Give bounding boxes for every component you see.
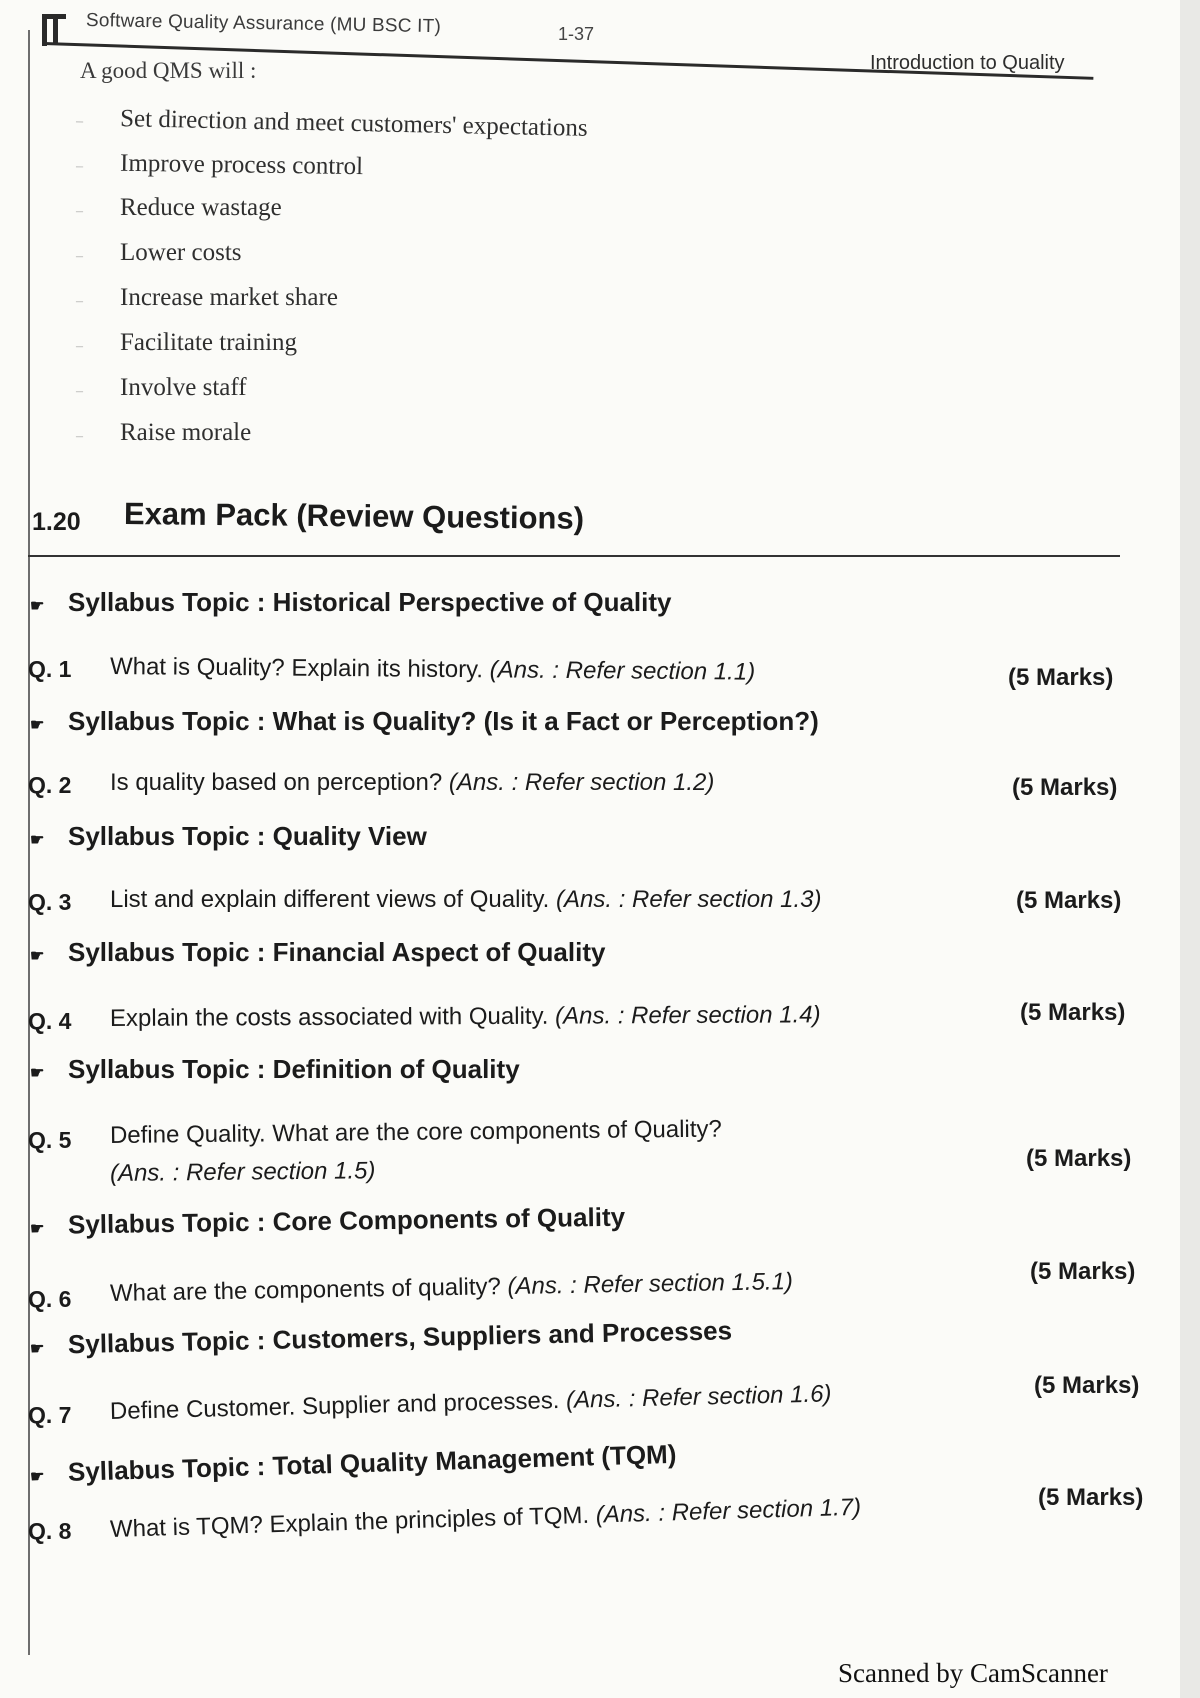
question-marks: (5 Marks)	[1012, 774, 1118, 801]
pointing-hand-icon: ☛	[30, 832, 45, 849]
dash-bullet-icon: –	[76, 204, 83, 219]
question-answer-ref: (Ans. : Refer section 1.5)	[109, 1157, 376, 1187]
section-number: 1.20	[32, 508, 81, 536]
chapter-title: Introduction to Quality	[870, 52, 1065, 74]
question-number: Q. 3	[28, 889, 72, 915]
list-item: – Improve process control	[75, 149, 364, 181]
question-text: What is TQM? Explain the principles of TQM. (Ans. : Refer section 1.7)	[109, 1493, 862, 1543]
dash-bullet-icon: –	[75, 114, 84, 130]
dash-bullet-icon: –	[75, 159, 84, 175]
page-edge-shadow	[1180, 0, 1200, 1698]
pointing-hand-icon: ☛	[30, 717, 45, 734]
question-text: Explain the costs associated with Quality. (Ans. : Refer section 1.4)	[109, 1001, 821, 1032]
question-number: Q. 4	[28, 1008, 72, 1034]
pointing-hand-icon: ☛	[29, 1340, 45, 1358]
question-number: Q. 8	[28, 1518, 72, 1544]
dash-bullet-icon: –	[76, 294, 83, 309]
pointing-hand-icon: ☛	[29, 1468, 45, 1486]
pointing-hand-icon: ☛	[30, 948, 45, 965]
syllabus-topic: ☛ Syllabus Topic : Customers, Suppliers and Processes	[29, 1315, 733, 1360]
question-marks: (5 Marks)	[1020, 999, 1126, 1026]
question-text: Is quality based on perception? (Ans. : Refer section 1.2)	[110, 769, 715, 796]
syllabus-topic: ☛ Syllabus Topic : Financial Aspect of Quality	[30, 937, 606, 967]
pointing-hand-icon: ☛	[30, 598, 45, 615]
question-number: Q. 1	[28, 656, 72, 682]
syllabus-topic: ☛ Syllabus Topic : Total Quality Management (TQM)	[29, 1438, 677, 1487]
scanned-page: Software Quality Assurance (MU BSC IT) 1-37 Introduction to Quality A good QMS will : – Set direction and meet customers' expectations – Improve process control – Reduce wastage – Lower costs – Increase market share – Facilitate training – Involve staff – Raise morale 1.20 Exam Pack (Review Questions) ☛ Syllabus Topic : Historical Perspective of Quality Q. 1 What is Quality? Explain its history. (Ans. : Refer section 1.1) (5 Marks) ☛ Syllabus Topic : What is Quality? (Is it a Fact or Perception?) Q. 2 Is quality based on perception? (Ans. : Refer section 1.2) (5 Marks) ☛ Syllabus Topic : Quality View Q. 3 List and explain different views of Quality. (Ans. : Refer section 1.3) (5 Marks) ☛ Syllabus Topic : Financial Aspect of Quality Q. 4 Explain the costs associated with Quality. (Ans. : Refer section 1.4) (5 Marks) ☛ Syllabus Topic : Definition of Quality Q. 5 Define Quality. What are the core components of Quality? (Ans. : Refer section 1.5) (5 Marks) ☛ Syllabus Topic : Core Components of Quality Q. 6 What are the components of quality? (Ans. : Refer section 1.5.1) (5 Marks) ☛ Syllabus Topic : Customers, Suppliers and Processes Q. 7 Define Customer. Supplier and processes. (Ans. : Refer section 1.6) (5 Marks) ☛ Syllabus Topic : Total Quality Management (TQM) Q. 8 What is TQM? Explain the principles of TQM. (Ans. : Refer section 1.7) (5 Marks) Scanned by CamScanner	[0, 0, 1200, 1698]
question-marks: (5 Marks)	[1008, 664, 1114, 691]
question-marks: (5 Marks)	[1038, 1484, 1144, 1511]
syllabus-topic: ☛ Syllabus Topic : Historical Perspective of Quality	[30, 587, 672, 617]
question-text: Define Customer. Supplier and processes. (Ans. : Refer section 1.6)	[109, 1380, 832, 1425]
syllabus-topic: ☛ Syllabus Topic : Quality View	[30, 821, 427, 851]
question-number: Q. 7	[28, 1402, 72, 1428]
pointing-hand-icon: ☛	[29, 1220, 45, 1238]
syllabus-topic: ☛ Syllabus Topic : Core Components of Quality	[29, 1201, 626, 1240]
question-marks: (5 Marks)	[1034, 1372, 1140, 1399]
pointing-hand-icon: ☛	[30, 1065, 45, 1082]
question-number: Q. 6	[28, 1286, 72, 1312]
question-text: What is Quality? Explain its history. (Ans. : Refer section 1.1)	[109, 653, 756, 686]
section-rule	[28, 555, 1120, 557]
question-text: Define Quality. What are the core components of Quality?	[109, 1115, 722, 1149]
question-text: What are the components of quality? (Ans. : Refer section 1.5.1)	[109, 1268, 794, 1307]
page-number: 1-37	[558, 24, 595, 44]
section-title: Exam Pack (Review Questions)	[123, 496, 585, 536]
question-marks: (5 Marks)	[1016, 887, 1122, 914]
syllabus-topic: ☛ Syllabus Topic : Definition of Quality	[30, 1054, 520, 1084]
question-number: Q. 5	[28, 1127, 72, 1153]
intro-lead: A good QMS will :	[80, 58, 257, 83]
question-marks: (5 Marks)	[1030, 1258, 1136, 1285]
scanner-watermark: Scanned by CamScanner	[838, 1658, 1108, 1688]
question-text: List and explain different views of Quality. (Ans. : Refer section 1.3)	[110, 886, 822, 913]
running-title: Software Quality Assurance (MU BSC IT)	[85, 10, 442, 38]
question-number: Q. 2	[28, 772, 72, 798]
dash-bullet-icon: –	[76, 429, 83, 444]
dash-bullet-icon: –	[76, 384, 83, 399]
question-marks: (5 Marks)	[1026, 1145, 1132, 1172]
dash-bullet-icon: –	[76, 249, 83, 264]
dash-bullet-icon: –	[76, 339, 83, 354]
syllabus-topic: ☛ Syllabus Topic : What is Quality? (Is it a Fact or Perception?)	[30, 706, 819, 736]
list-item: – Set direction and meet customers' expectations	[75, 105, 588, 142]
